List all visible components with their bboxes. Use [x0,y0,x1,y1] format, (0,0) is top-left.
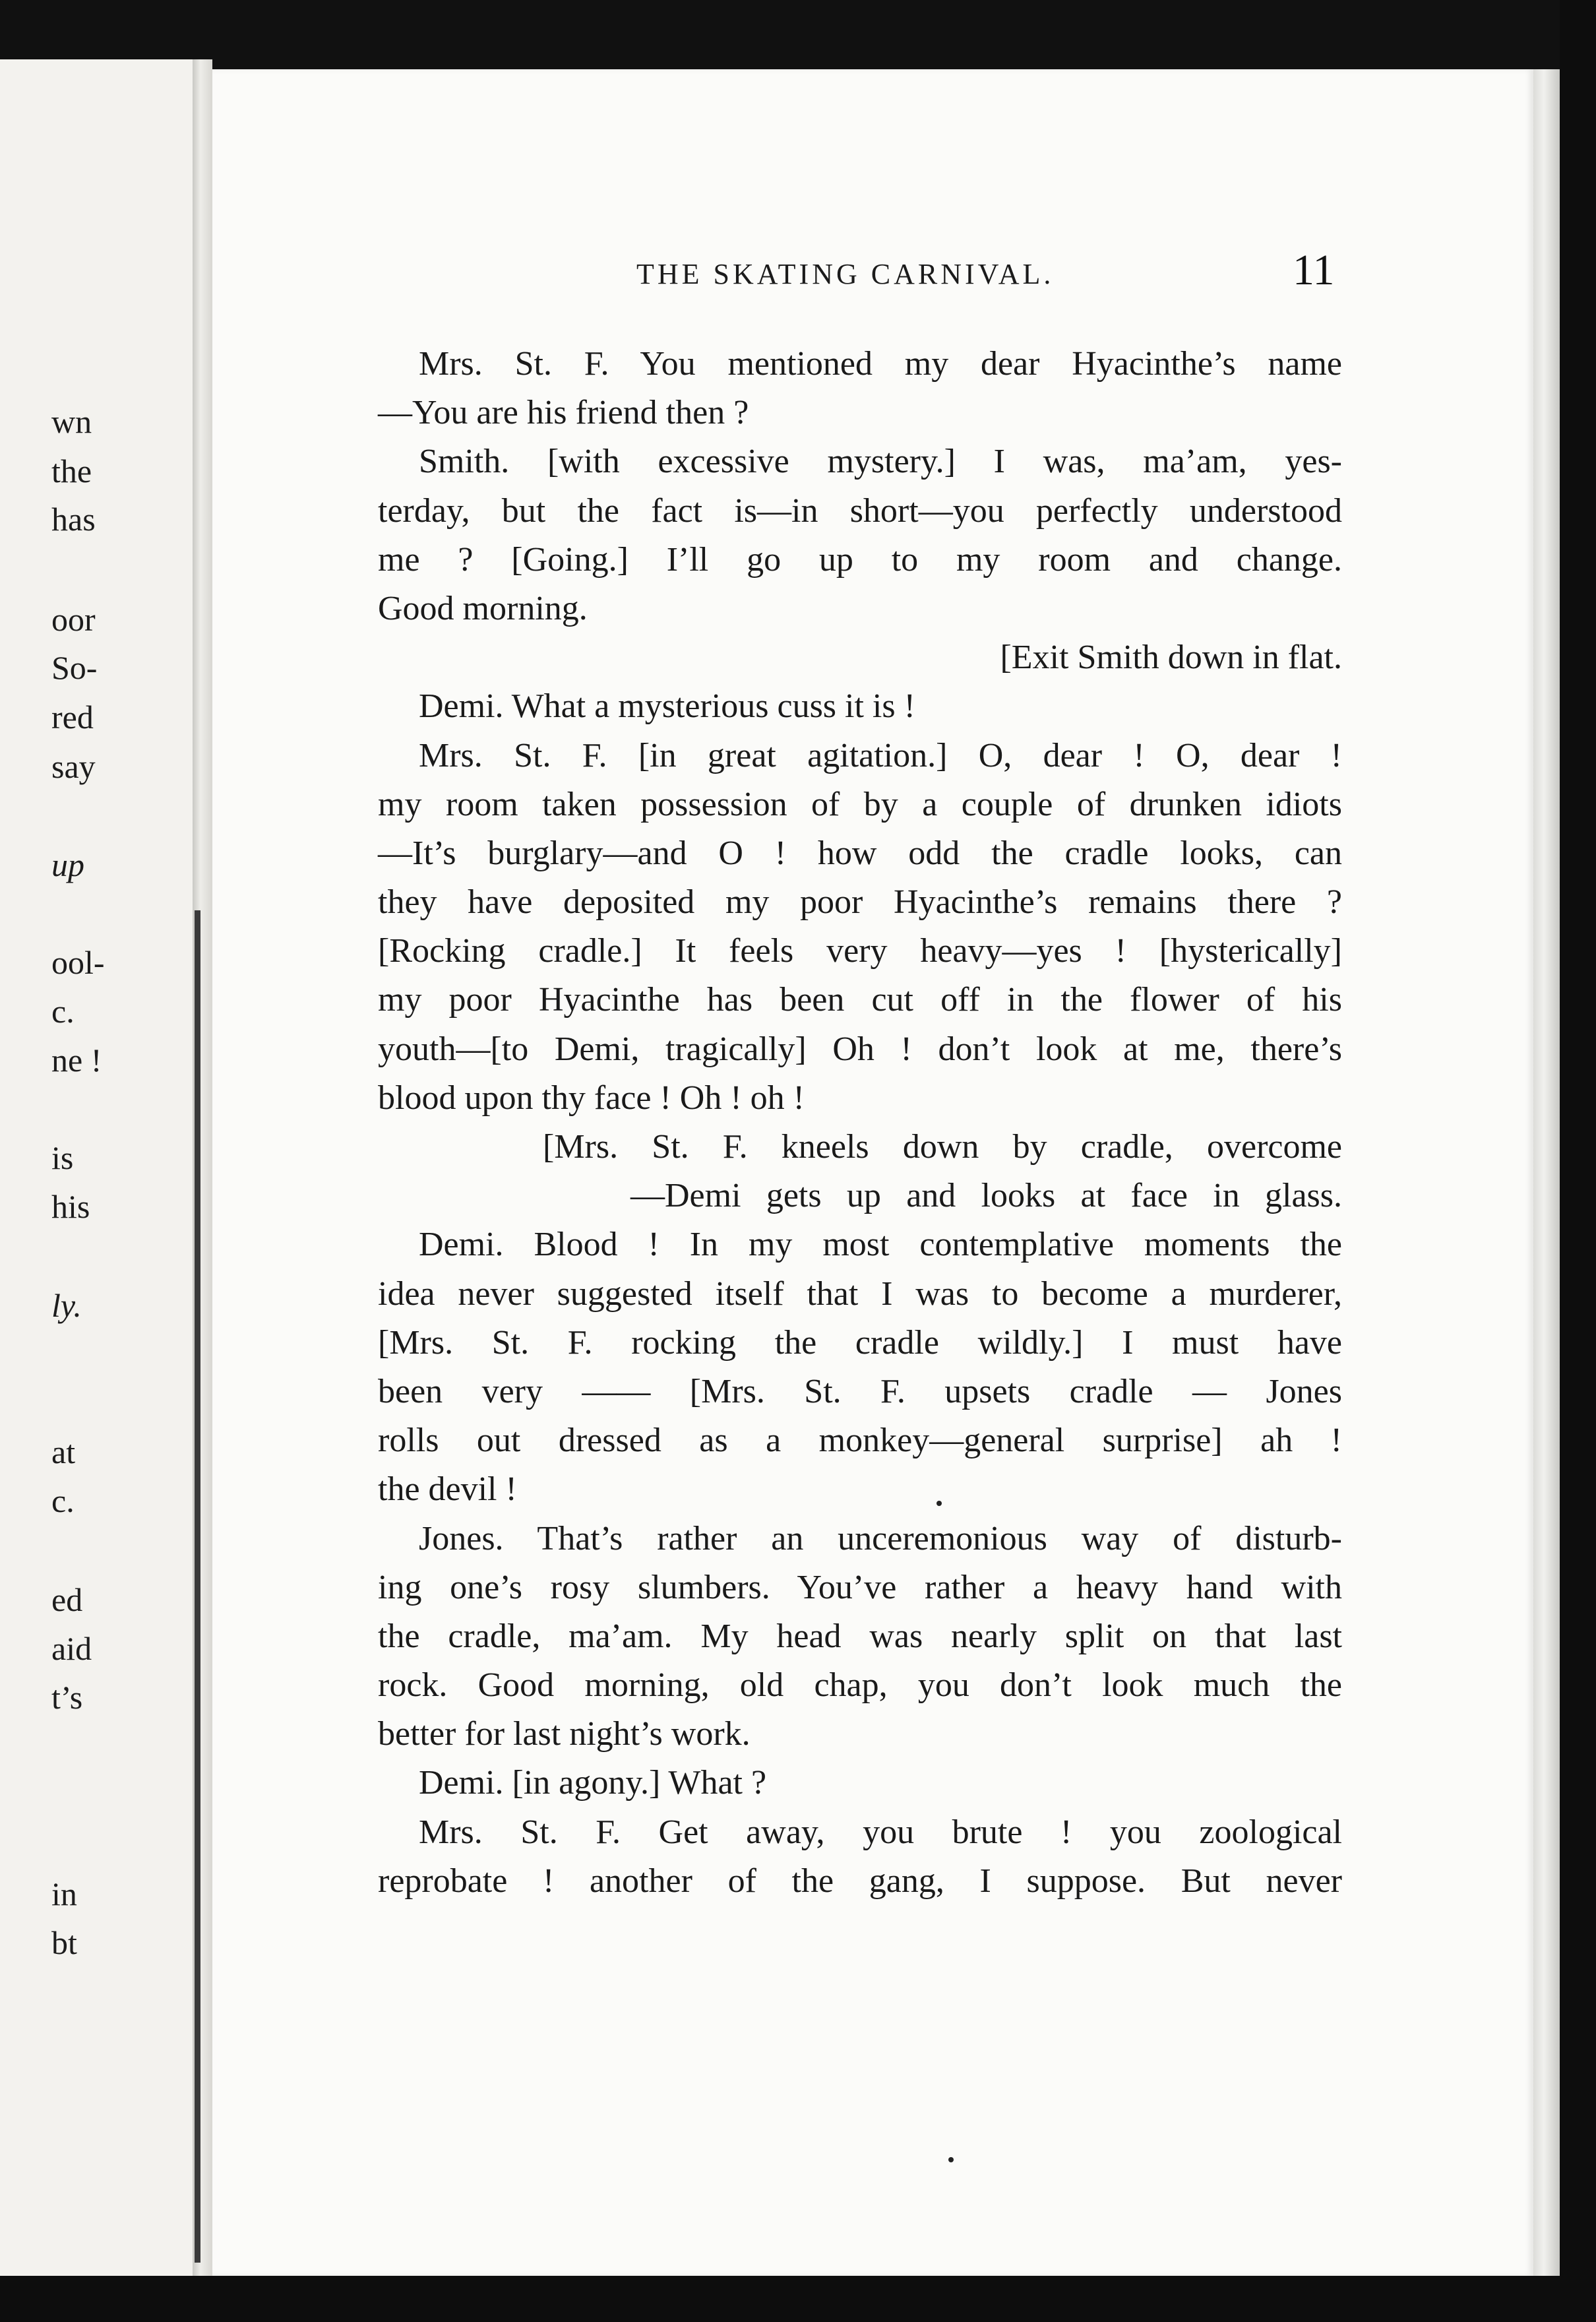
text-line: they have deposited my poor Hyacinthe’s remains there ? [378,883,1342,922]
left-page-fragment: c. [51,993,75,1030]
left-page-fragment: in [51,1875,77,1912]
text-line: Demi. [in agony.] What ? [419,1764,767,1802]
stage-direction: —Demi gets up and looks at face in glass. [630,1177,1342,1215]
text-line: —It’s burglary—and O ! how odd the cradle looks, can [378,834,1342,872]
text-line: [Mrs. St. F. rocking the cradle wildly.] I must have [378,1323,1342,1362]
text-line: better for last night’s work. [378,1715,751,1753]
page-body-text [378,340,1342,1906]
left-page-fragment: ed [51,1581,83,1618]
left-page-fragment: wn [51,403,92,440]
left-facing-page [0,59,210,2322]
left-page-fragment: ne ! [51,1042,102,1079]
left-page-fragment: oor [51,601,96,638]
left-page-fragment: bt [51,1924,77,1961]
text-line: rock. Good morning, old chap, you don’t look much the [378,1666,1342,1705]
ink-speck [948,2157,954,2162]
left-page-fragment: c. [51,1482,75,1519]
left-page-fragment: at [51,1433,76,1470]
ink-speck [936,1501,942,1506]
text-line: the devil ! [378,1470,517,1509]
scanner-border-bottom [0,2276,1596,2322]
text-line: blood upon thy face ! Oh ! oh ! [378,1079,805,1117]
text-line: ing one’s rosy slumbers. You’ve rather a heavy hand with [378,1568,1342,1606]
page-edge-stack [1533,69,1560,2276]
left-page-fragment: aid [51,1630,92,1667]
text-line: Mrs. St. F. Get away, you brute ! you zoological [419,1813,1342,1851]
text-line: idea never suggested itself that I was to become a murderer, [378,1274,1342,1313]
text-line: terday, but the fact is—in short—you perfectly understood [378,491,1342,530]
scanner-border-right [1560,0,1596,2322]
text-line: my poor Hyacinthe has been cut off in the flower of his [378,981,1342,1019]
left-page-fragment: has [51,501,96,538]
text-line: been very —— [Mrs. St. F. upsets cradle — Jones [378,1372,1342,1410]
text-line: —You are his friend then ? [378,394,749,432]
text-line: Smith. [with excessive mystery.] I was, ma’am, yes- [419,443,1342,481]
stage-direction: [Exit Smith down in flat. [1000,639,1342,677]
stage-direction: [Mrs. St. F. kneels down by cradle, overcome [543,1128,1342,1166]
left-page-fragment: ly. [51,1287,82,1324]
text-line: the cradle, ma’am. My head was nearly split on that last [378,1617,1342,1655]
running-title: THE SKATING CARNIVAL. [636,258,1055,290]
text-line: rolls out dressed as a monkey—general surprise] ah ! [378,1422,1342,1460]
left-page-fragment: the [51,453,92,489]
text-line: Mrs. St. F. [in great agitation.] O, dear ! O, dear ! [419,736,1342,774]
text-line: Mrs. St. F. You mentioned my dear Hyacinthe’s name [419,345,1342,383]
left-page-fragment: red [51,699,94,736]
text-line: Good morning. [378,589,588,627]
text-line: Demi. Blood ! In my most contemplative moments the [419,1226,1342,1264]
left-page-fragment: t’s [51,1679,83,1716]
left-page-fragment: So- [51,649,98,686]
left-page-fragment: ool- [51,944,105,981]
left-page-fragment: his [51,1188,90,1225]
left-page-fragment: up [51,846,84,883]
text-line: Demi. What a mysterious cuss it is ! [419,687,915,726]
left-page-fragment: say [51,748,96,785]
text-line: Jones. That’s rather an unceremonious way of disturb- [419,1519,1342,1557]
binding-edge [195,910,200,2263]
text-line: me ? [Going.] I’ll go up to my room and change. [378,540,1342,579]
page-number: 11 [1293,246,1335,294]
text-line: reprobate ! another of the gang, I suppose. But never [378,1862,1342,1900]
text-line: [Rocking cradle.] It feels very heavy—yes ! [hysterically] [378,932,1342,970]
left-page-fragment: is [51,1139,74,1176]
text-line: my room taken possession of by a couple of drunken idiots [378,785,1342,823]
text-line: youth—[to Demi, tragically] Oh ! don’t look at me, there’s [378,1030,1342,1068]
